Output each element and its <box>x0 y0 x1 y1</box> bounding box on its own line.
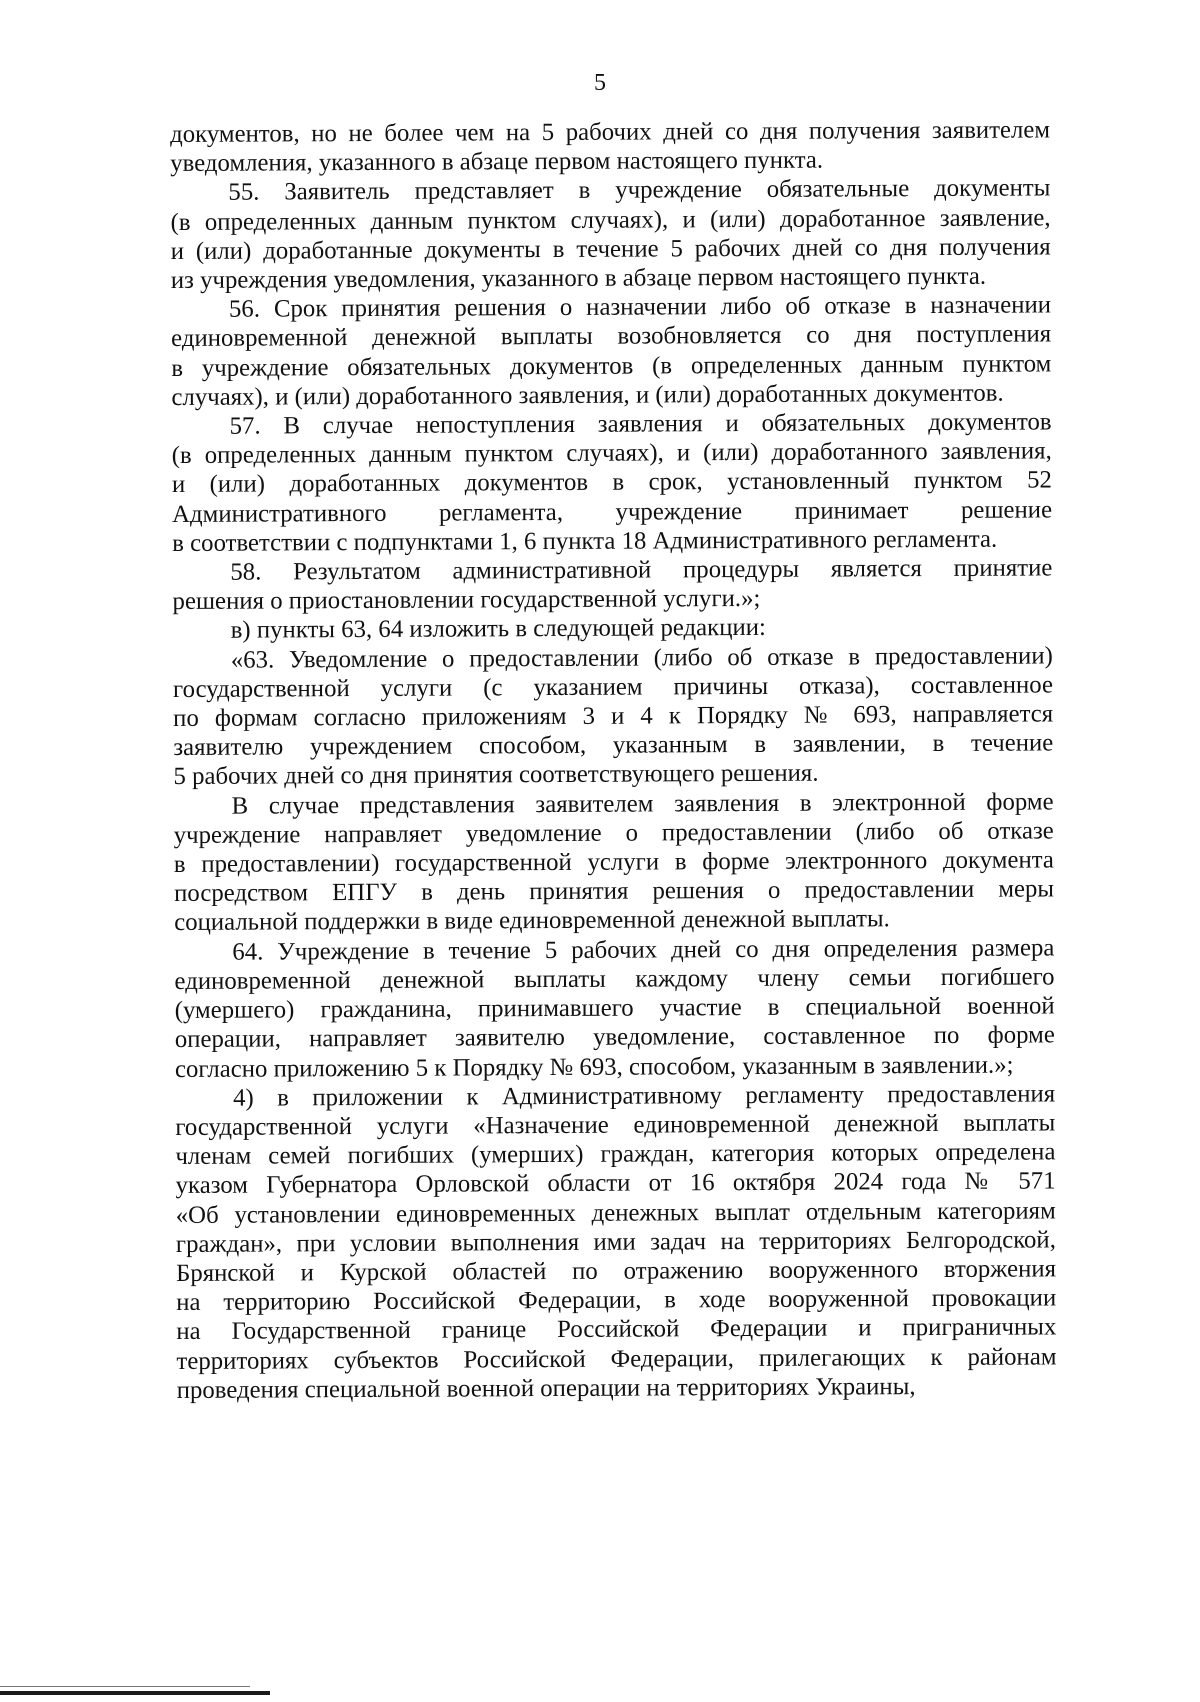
text-line: в соответствии с подпунктами 1, 6 пункта 18 Административного регламента. <box>172 525 998 557</box>
text-line: «Об установлении единовременных денежных выплат отдельным категориям <box>175 1196 1056 1229</box>
text-line: документов, но не более чем на 5 рабочих дней со дня получения заявителем <box>170 116 1051 148</box>
text-line: 57. В случае непоступления заявления и обязательных документов <box>229 408 1052 440</box>
text-line: (в определенных данным пунктом случаях), и (или) доработанного заявления, <box>171 437 1052 470</box>
text-line: на территорию Российской Федерации, в ходе вооруженной провокации <box>176 1284 1057 1317</box>
text-line: членам семей погибших (умерших) граждан, категория которых определена <box>175 1138 1056 1171</box>
text-line: граждан», при условии выполнения ими задач на территориях Белгородской, <box>175 1226 1056 1258</box>
text-line: по формам согласно приложениям 3 и 4 к Порядку № 693, направляется <box>173 700 1054 733</box>
paragraph <box>174 933 1055 1084</box>
text-line: государственной услуги (с указанием причины отказа), составленное <box>172 671 1054 703</box>
scan-edge-line <box>0 1686 250 1687</box>
text-line: в) пункты 63, 64 изложить в следующей редакции: <box>230 614 766 645</box>
text-line: на Государственной границе Российской Федерации и приграничных <box>176 1313 1057 1346</box>
text-line: В случае представления заявителем заявления в электронной форме <box>231 788 1054 820</box>
text-line: посредством ЕПГУ в день принятия решения о предоставлении меры <box>173 875 1055 908</box>
paragraph <box>173 641 1054 792</box>
text-line: (умершего) гражданина, принимавшего участие в специальной военной <box>174 992 1055 1025</box>
document-body <box>170 115 1057 1405</box>
text-line: учреждение направляет уведомление о предоставлении (либо об отказе <box>173 817 1054 849</box>
paragraph <box>173 612 1053 646</box>
page-number: 5 <box>594 70 606 96</box>
text-line: 5 рабочих дней со дня принятия соответствующего решения. <box>173 760 819 791</box>
text-line: территориях субъектов Российской Федерации, прилегающих к районам <box>176 1342 1057 1375</box>
text-line: случаях), и (или) доработанного заявления, и (или) доработанных документов. <box>171 379 1004 411</box>
text-line: Брянской и Курской областей по отражению вооруженного вторжения <box>175 1255 1057 1287</box>
text-line: уведомления, указанного в абзаце первом настоящего пункта. <box>170 146 824 178</box>
paragraph <box>170 115 1050 178</box>
paragraph <box>174 787 1055 938</box>
text-line: «63. Уведомление о предоставлении (либо об отказе в предоставлении) <box>230 642 1053 674</box>
text-line: единовременной денежной выплаты возобновляется со дня поступления <box>171 320 1052 353</box>
text-line: решения о приостановлении государственной услуги.»; <box>172 585 761 616</box>
text-line: 56. Срок принятия решения о назначении либо об отказе в назначении <box>228 291 1052 323</box>
text-line: 64. Учреждение в течение 5 рабочих дней со дня определения размера <box>232 934 1055 966</box>
paragraph <box>171 291 1052 412</box>
text-line: 55. Заявитель представляет в учреждение обязательные документы <box>228 174 1051 207</box>
text-line: и (или) доработанных документов в срок, установленный пунктом 52 <box>171 466 1052 499</box>
text-line: из учреждения уведомления, указанного в абзаце первом настоящего пункта. <box>170 262 987 295</box>
text-line: в учреждение обязательных документов (в определенных данным пунктом <box>171 350 1052 382</box>
paragraph <box>172 407 1053 558</box>
text-line: и (или) доработанные документы в течение 5 рабочих дней со дня получения <box>170 233 1051 265</box>
text-line: 58. Результатом административной процедуры является принятие <box>230 554 1053 586</box>
text-line: государственной услуги «Назначение единовременной денежной выплаты <box>175 1109 1056 1141</box>
text-line: указом Губернатора Орловской области от 16 октября 2024 года № 571 <box>175 1167 1056 1200</box>
scan-edge-mark <box>0 1691 270 1695</box>
paragraph <box>172 553 1052 616</box>
text-line: (в определенных данным пунктом случаях), и (или) доработанное заявление, <box>170 204 1051 236</box>
paragraph <box>170 174 1051 295</box>
text-line: заявителю учреждением способом, указанным в заявлении, в течение <box>173 729 1054 762</box>
text-line: согласно приложению 5 к Порядку № 693, способом, указанным в заявлении.»; <box>174 1051 1014 1083</box>
text-line: проведения специальной военной операции на территориях Украины, <box>176 1372 916 1404</box>
text-line: 4) в приложении к Административному регламенту предоставления <box>233 1080 1056 1112</box>
text-line: единовременной денежной выплаты каждому члену семьи погибшего <box>174 963 1055 995</box>
text-line: Административного регламента, учреждение принимает решение <box>171 496 1053 528</box>
paragraph <box>175 1079 1057 1405</box>
text-line: операции, направляет заявителю уведомление, составленное по форме <box>174 1021 1055 1054</box>
text-line: социальной поддержки в виде единовременной денежной выплаты. <box>174 905 890 937</box>
text-line: в предоставлении) государственной услуги в форме электронного документа <box>173 846 1054 879</box>
